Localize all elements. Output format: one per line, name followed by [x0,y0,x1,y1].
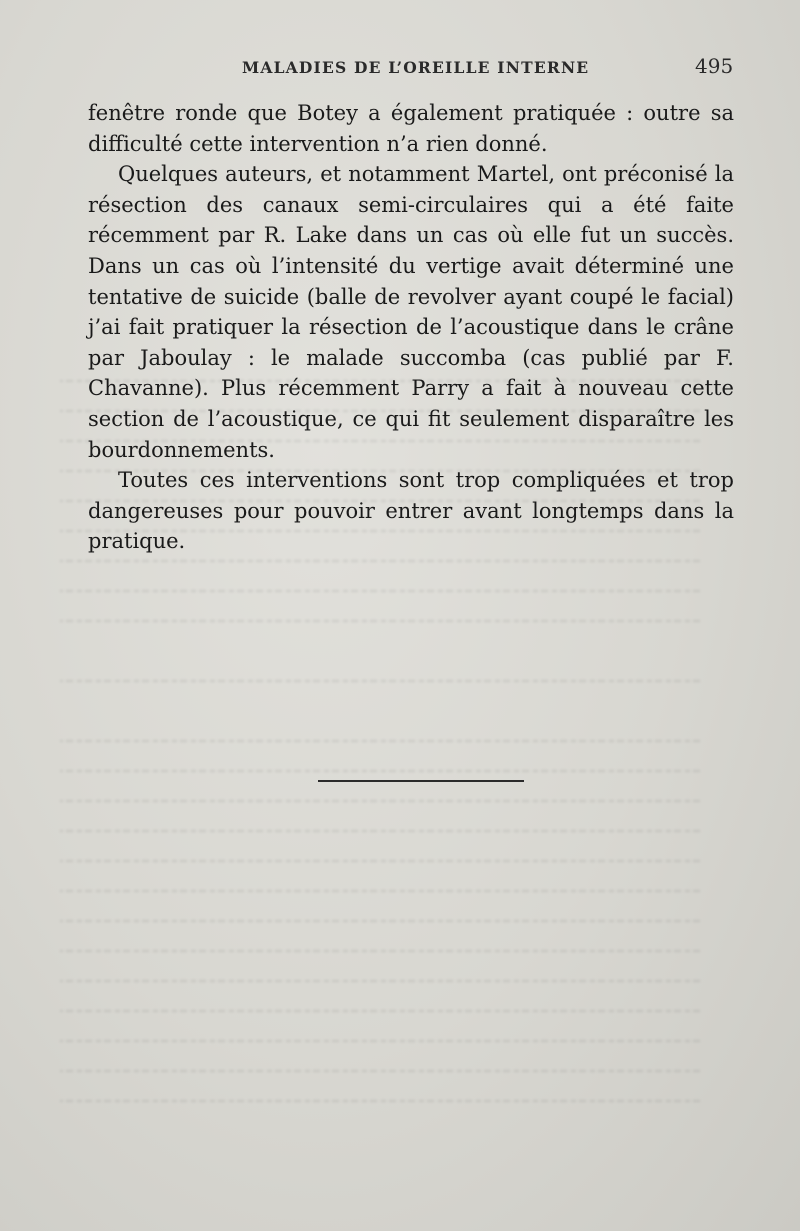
paragraph: Quelques auteurs, et notamment Martel, ont préconisé la résection des canaux semi-circulaires qui a été faite récemment par R. Lake dans un cas où elle fut un succès. Dans un cas où l’intensité du vertige avait déterminé une tentative de suicide (balle de revolver ayant coupé le facial) j’ai fait pratiquer la résection de l’acoustique dans le crâne par Jaboulay : le malade succomba (cas publié par F. Chavanne). Plus récemment Parry a fait à nouveau cette section de l’acoustique, ce qui fit seulement disparaître les bourdonnements. [88,162,734,462]
page-number: 495 [695,54,734,78]
page-header [0,54,800,84]
body-text [88,98,734,557]
running-title: MALADIES DE L’OREILLE INTERNE [242,58,590,77]
section-end-rule [318,780,524,782]
paragraph: Toutes ces interventions sont trop compliquées et trop dangereuses pour pouvoir entrer avant longtemps dans la pratique. [88,468,734,554]
paragraph: fenêtre ronde que Botey a également pratiquée : outre sa difficulté cette intervention n’a rien donné. [88,101,734,156]
